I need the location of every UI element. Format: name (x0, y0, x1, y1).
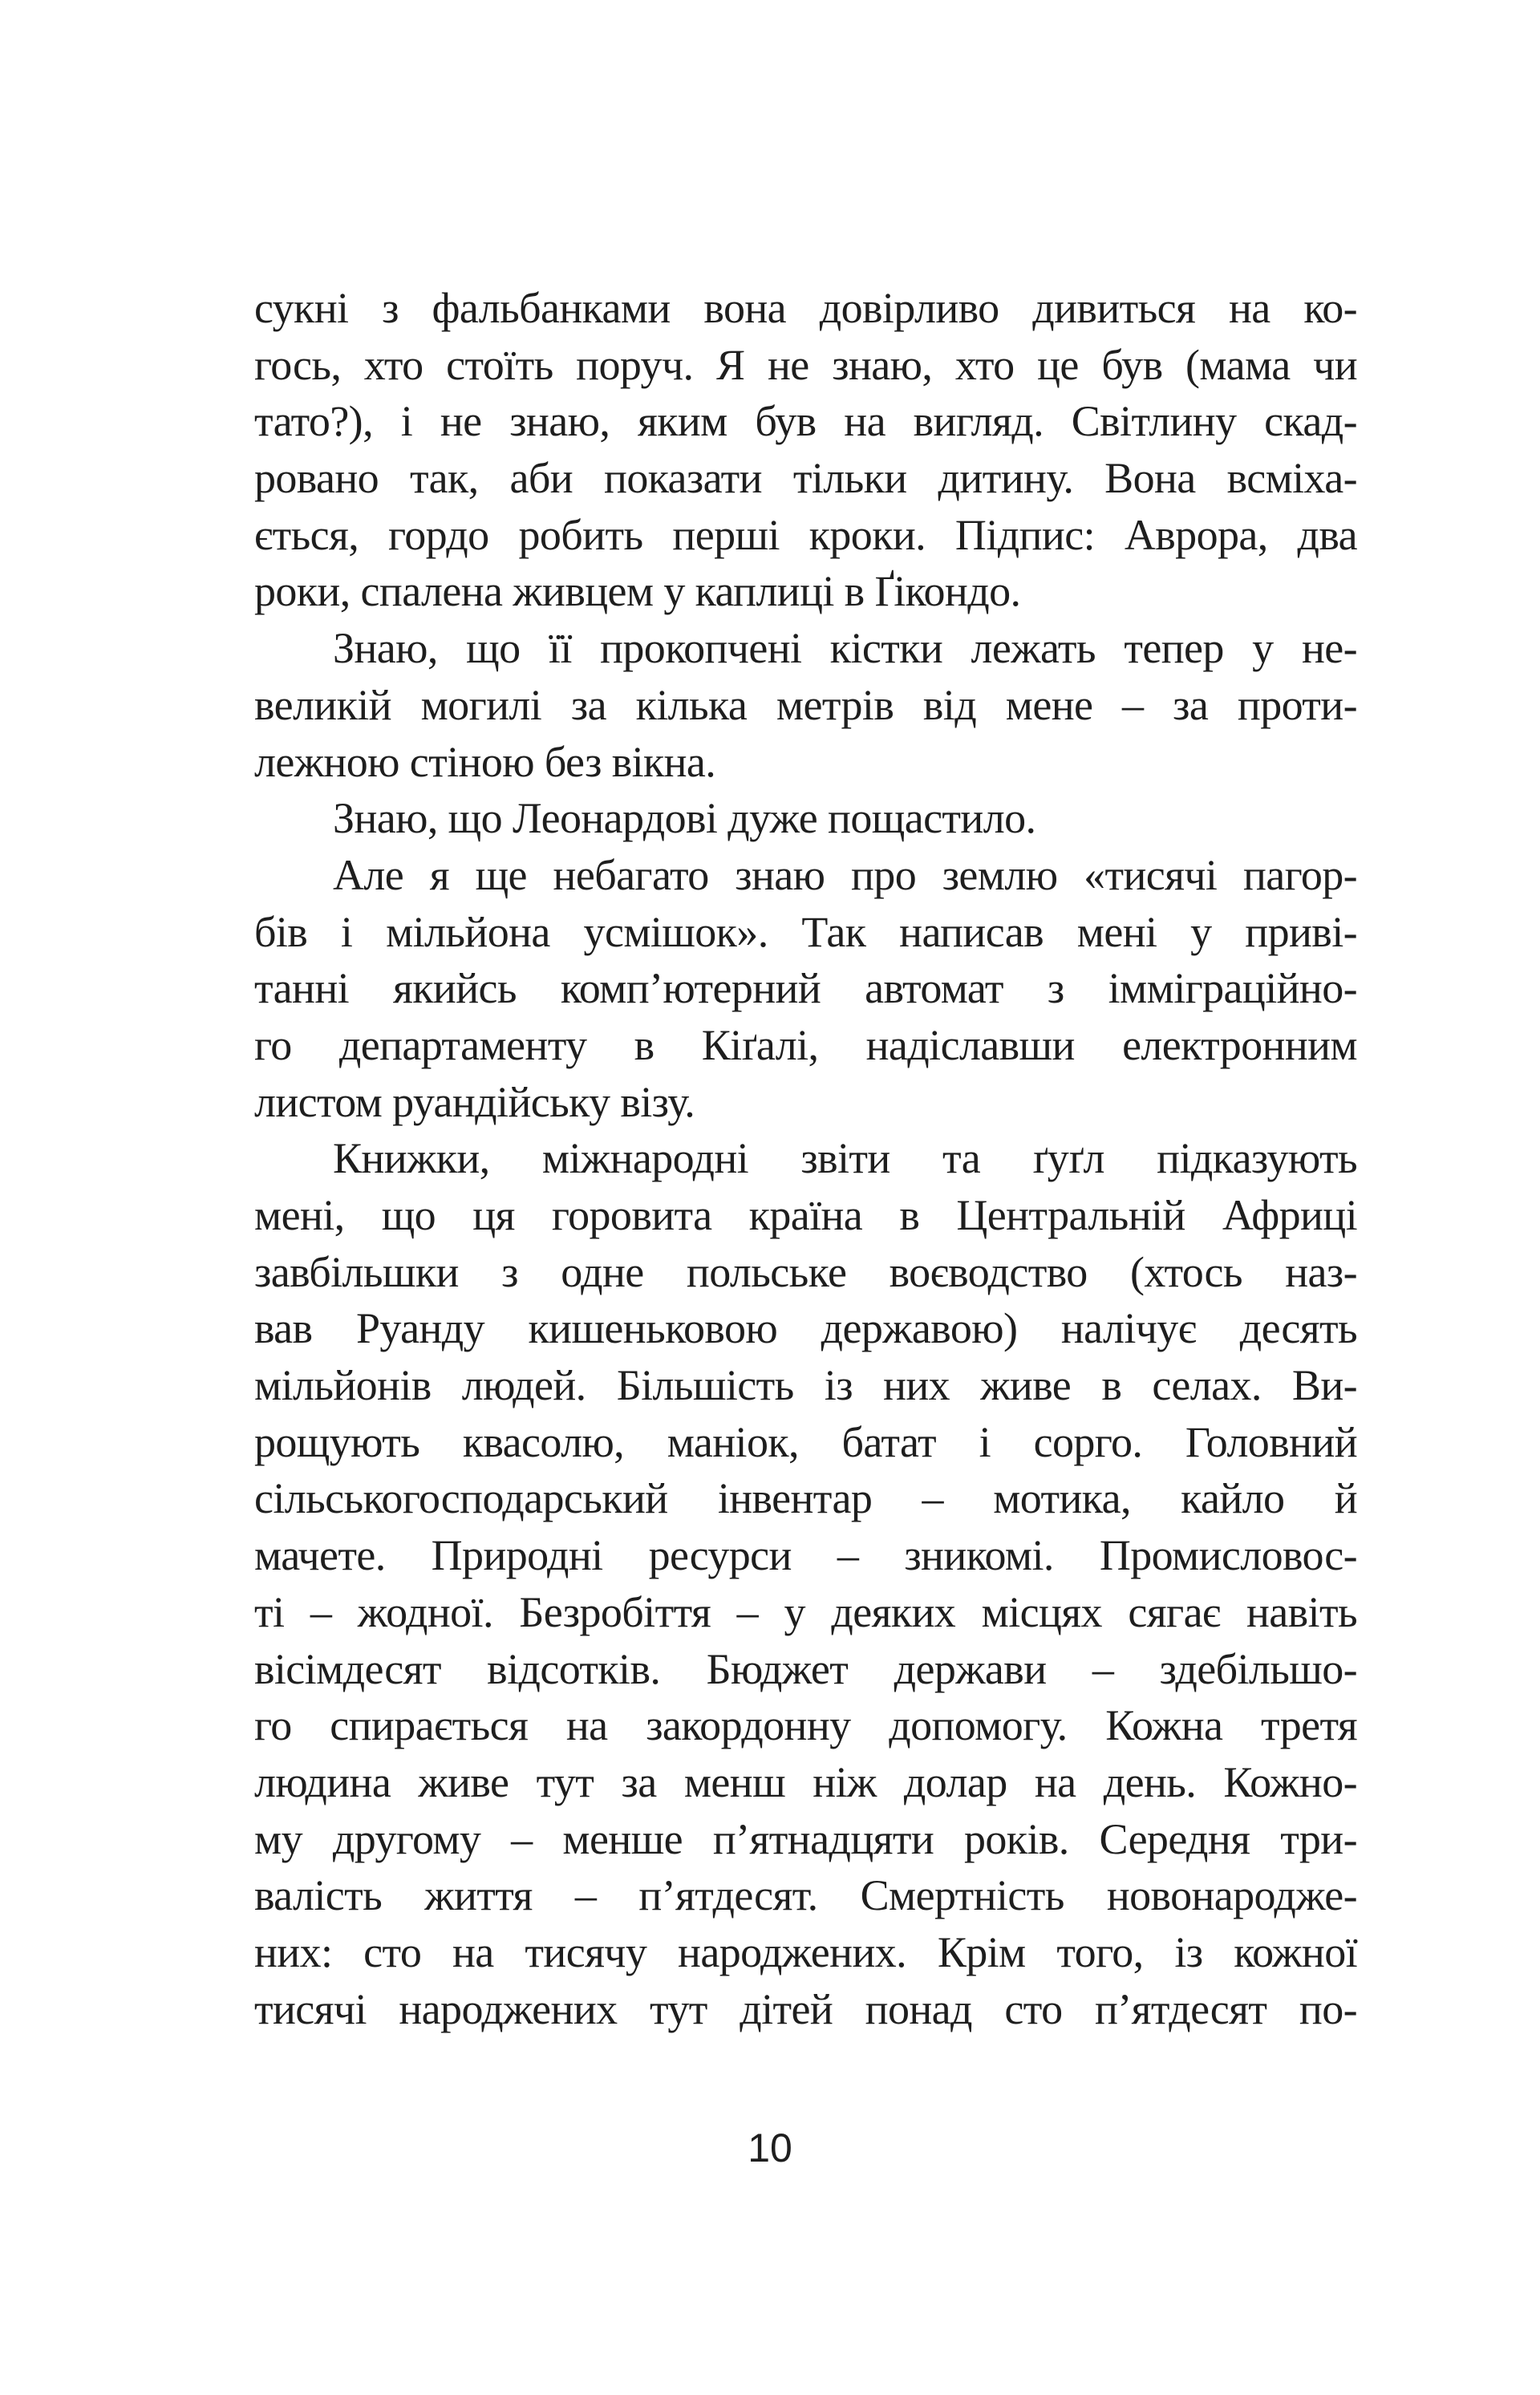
text-line: людина живе тут за менш ніж долар на день. Кожно- (254, 1757, 1357, 1806)
text-line: сільськогосподарський інвентар – мотика, кайло й (254, 1474, 1357, 1523)
text-line: лежною стіною без вікна. (254, 737, 716, 786)
text-line: му другому – менше п’ятнадцяти років. Середня три- (254, 1814, 1357, 1863)
text-line: рощують квасолю, маніок, батат і сорго. Головний (254, 1417, 1357, 1466)
text-line: сукні з фальбанками вона довірливо дивиться на ко- (254, 284, 1357, 332)
text-line: танні якийсь комп’ютерний автомат з імміграційно- (254, 964, 1357, 1013)
text-line: валість життя – п’ятдесят. Смертність новонародже- (254, 1871, 1357, 1920)
text-line: завбільшки з одне польське воєводство (хтось наз- (254, 1247, 1357, 1296)
text-line: Але я ще небагато знаю про землю «тисячі пагор- (333, 850, 1357, 899)
text-line: ровано так, аби показати тільки дитину. Вона всміха- (254, 454, 1357, 503)
text-line: Книжки, міжнародні звіти та ґуґл підказують (333, 1134, 1357, 1183)
text-line: мачете. Природні ресурси – зникомі. Промисловос- (254, 1531, 1357, 1580)
text-line: Знаю, що Леонардові дуже пощастило. (333, 794, 1036, 843)
body-text (254, 280, 1357, 2037)
text-line: тато?), і не знаю, яким був на вигляд. Світлину скад- (254, 397, 1357, 446)
text-line: гось, хто стоїть поруч. Я не знаю, хто це був (мама чи (254, 340, 1357, 389)
text-line: го департаменту в Кіґалі, надіславши електронним (254, 1020, 1357, 1069)
text-line: роки, спалена живцем у каплиці в Ґікондо. (254, 567, 1021, 616)
page-number: 10 (748, 2126, 792, 2170)
text-line: листом руандійську візу. (254, 1077, 695, 1126)
text-line: вісімдесят відсотків. Бюджет держави – здебільшо- (254, 1644, 1357, 1693)
text-line: Знаю, що її прокопчені кістки лежать тепер у не- (333, 624, 1357, 673)
text-line: ється, гордо робить перші кроки. Підпис: Аврора, два (254, 510, 1357, 559)
text-line: ті – жодної. Безробіття – у деяких місцях сягає навіть (254, 1587, 1357, 1636)
text-line: бів і мільйона усмішок». Так написав мені у приві- (254, 907, 1357, 956)
text-line: мільйонів людей. Більшість із них живе в селах. Ви- (254, 1361, 1357, 1410)
text-line: мені, що ця горовита країна в Центральній Африці (254, 1191, 1357, 1239)
text-line: тисячі народжених тут дітей понад сто п’ятдесят по- (254, 1984, 1357, 2033)
text-line: вав Руанду кишеньковою державою) налічує десять (254, 1304, 1357, 1353)
text-line: го спирається на закордонну допомогу. Кожна третя (254, 1701, 1357, 1750)
text-line: великій могилі за кілька метрів від мене – за проти- (254, 680, 1357, 729)
text-line: них: сто на тисячу народжених. Крім того, із кожної (254, 1927, 1357, 1976)
